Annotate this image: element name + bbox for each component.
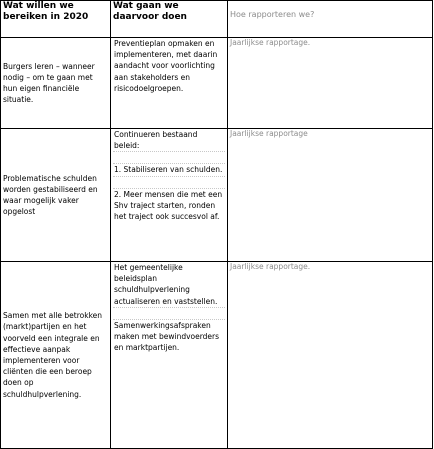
goal-cell: Burgers leren – wanneer nodig – om te gaan met hun eigen financiële situatie. xyxy=(1,38,111,129)
table-header-row xyxy=(1,1,433,38)
action-paragraph: Preventieplan opmaken en implementeren, met daarin aandacht voor voorlichting aan stakeholders en risicodoelgroepen. xyxy=(114,39,218,93)
goal-cell: Problematische schulden worden gestabiliseerd en waar mogelijk vaker opgelost xyxy=(1,129,111,262)
header-goal: Wat willen we bereiken in 2020 xyxy=(1,1,111,38)
action-paragraph: 1. Stabiliseren van schulden. xyxy=(113,164,225,176)
action-paragraph: Het gemeentelijke beleidsplan schuldhulpverlening actualiseren en vaststellen. xyxy=(113,262,225,308)
header-reporting: Hoe rapporteren we? xyxy=(228,1,433,38)
header-actions: Wat gaan we daarvoor doen xyxy=(111,1,228,38)
actions-cell xyxy=(111,129,228,262)
actions-cell xyxy=(111,262,228,449)
action-paragraph: Samenwerkingsafspraken maken met bewindvoerders en marktpartijen. xyxy=(114,320,220,353)
table-row xyxy=(1,129,433,262)
action-paragraph: Continueren bestaand beleid: xyxy=(113,129,225,152)
paragraph-spacer xyxy=(113,152,225,164)
action-paragraph: 2. Meer mensen die met een Shv traject starten, ronden het traject ook succesvol af. xyxy=(114,189,223,222)
actions-cell xyxy=(111,38,228,129)
report-cell: Jaarlijkse rapportage. xyxy=(228,38,433,129)
paragraph-spacer xyxy=(113,177,225,189)
report-cell: Jaarlijkse rapportage xyxy=(228,129,433,262)
paragraph-spacer xyxy=(113,308,225,320)
table-row xyxy=(1,38,433,129)
report-cell: Jaarlijkse rapportage. xyxy=(228,262,433,449)
goal-cell: Samen met alle betrokken (markt)partijen en het voorveld een integrale en effectieve aanpak implementeren voor cliënten die een beroep doen op schuldhulpverlening. xyxy=(1,262,111,449)
table-row xyxy=(1,262,433,449)
